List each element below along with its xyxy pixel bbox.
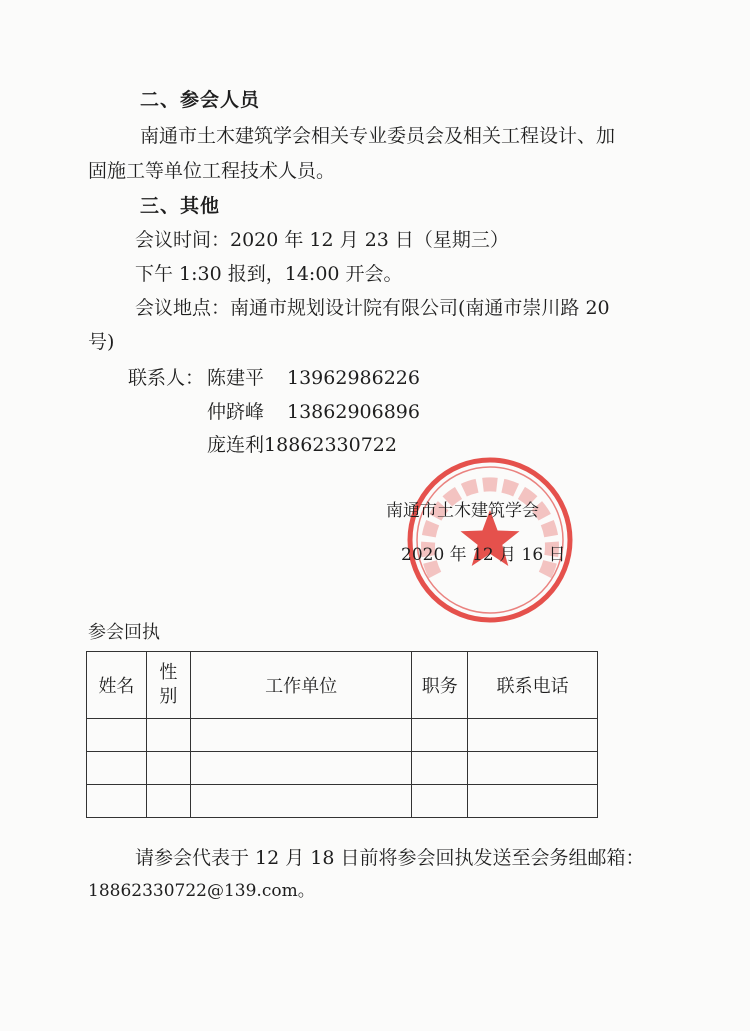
table-cell[interactable] [146,785,190,818]
contact-phone: 18862330722 [264,434,397,456]
section2-line2: 固施工等单位工程技术人员。 [88,160,336,182]
table-row [87,719,598,752]
table-cell[interactable] [468,785,598,818]
contact-row [207,433,397,457]
meeting-location-line2: 号) [88,331,115,353]
table-cell[interactable] [87,752,147,785]
meeting-time: 会议时间：2020 年 12 月 23 日（星期三） [135,229,509,251]
table-cell[interactable] [146,719,190,752]
contact-row [207,400,420,424]
header-position: 职务 [412,652,468,719]
table-cell[interactable] [146,752,190,785]
contact-label: 联系人： [128,367,205,389]
contact-phone: 13962986226 [287,367,420,389]
table-cell[interactable] [87,785,147,818]
table-row [87,785,598,818]
signature-date: 2020 年 12 月 16 日 [401,545,566,565]
table-cell[interactable] [412,785,468,818]
section3-heading: 三、其他 [140,195,221,217]
section2-heading: 二、参会人员 [140,89,261,111]
table-cell[interactable] [190,785,412,818]
signature-org: 南通市土木建筑学会 [386,501,539,521]
table-cell[interactable] [468,719,598,752]
header-phone: 联系电话 [468,652,598,719]
contact-name: 庞连利 [207,434,265,456]
header-name: 姓名 [87,652,147,719]
table-cell[interactable] [468,752,598,785]
footer-instruction: 请参会代表于 12 月 18 日前将参会回执发送至会务组邮箱： [135,847,645,869]
meeting-schedule: 下午 1:30 报到，14:00 开会。 [135,263,403,285]
contact-name: 仲跻峰 [207,401,265,423]
table-cell[interactable] [412,719,468,752]
table-cell[interactable] [190,752,412,785]
table-cell[interactable] [412,752,468,785]
receipt-table [86,651,598,818]
header-work-unit: 工作单位 [190,652,412,719]
table-cell[interactable] [87,719,147,752]
receipt-header-row [87,652,598,719]
official-seal [405,455,575,625]
meeting-location-line1: 会议地点：南通市规划设计院有限公司(南通市崇川路 20 [135,297,610,319]
receipt-title: 参会回执 [88,622,160,643]
header-gender-label: 性别 [159,662,178,707]
contact-row [207,366,420,390]
section2-line1: 南通市土木建筑学会相关专业委员会及相关工程设计、加 [140,125,616,147]
table-cell[interactable] [190,719,412,752]
table-row [87,752,598,785]
footer-email: 18862330722@139.com。 [88,881,315,901]
contact-name: 陈建平 [207,367,265,389]
contact-phone: 13862906896 [287,401,420,423]
header-gender [146,652,190,719]
